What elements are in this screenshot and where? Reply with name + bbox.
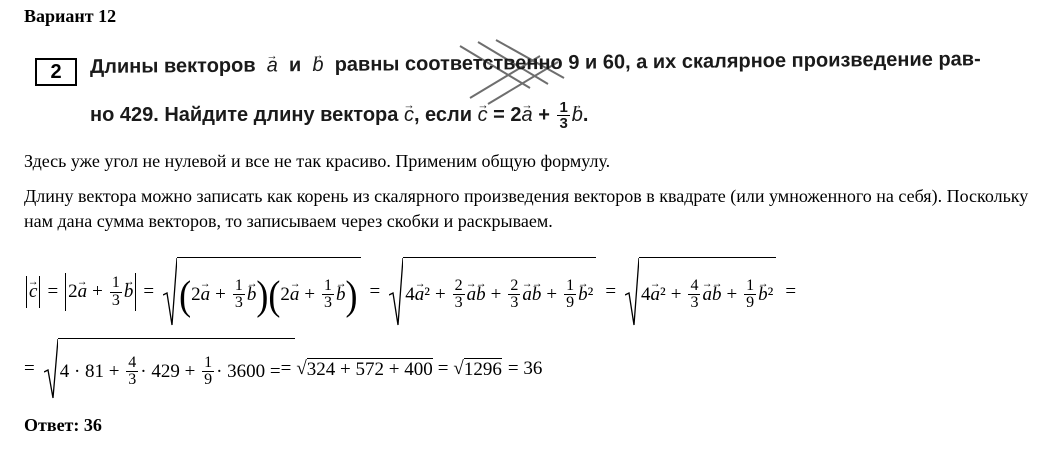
fraction-one-third: $\frac{1}{3}$: [559, 99, 568, 133]
vector-b: → b: [312, 54, 323, 77]
formula-line-2: = 4 · 81 + $\frac{4}{3}$ · 429 + $\frac{1}{9}$ · 3600 = = √ 324 + 572 + 400 = √ 1296 = 36: [24, 333, 542, 405]
sqrt-4: 4 · 81 + $\frac{4}{3}$ · 429 + $\frac{1}{9}$ · 3600 =: [44, 338, 295, 400]
task-text: и: [288, 54, 302, 77]
task-text: Длины векторов: [89, 54, 256, 78]
sqrt-2: 4 → a ² + $\frac{2}{3}$ → a → b + $\frac{2}{3}$ → a → b + $\frac{1}{9}$ → b ²: [389, 257, 596, 327]
task-text: но 429. Найдите длину вектора: [90, 104, 399, 127]
paragraph-1: Здесь уже угол не нулевой и все не так красиво. Применим общую формулу.: [24, 151, 611, 171]
answer: Ответ: 36: [24, 415, 102, 435]
paragraph-2: Длину вектора можно записать как корень из скалярного произведения векторов в квадрате (или умноженного на себя). Поскольку нам дана сумма векторов, то записываем через скобки и раскрываем.: [24, 186, 1029, 231]
vector-a: → a: [267, 54, 278, 77]
variant-title: Вариант 12: [24, 6, 117, 26]
vector-c: → c: [478, 104, 488, 127]
vector-b: → b: [572, 104, 583, 127]
vector-c: → c: [404, 104, 414, 127]
task-line-1: [90, 48, 981, 79]
task-line-2: но 429. Найдите длину вектора → c, если → c = 2→ a + $\frac{1}{3}$ → b.: [90, 100, 588, 132]
task-text: равны соответственно 9 и 60, а их скалярное произведение рав-: [334, 48, 981, 76]
task-number-box: 2: [35, 58, 77, 86]
vector-a: → a: [522, 104, 533, 127]
sqrt-1: ( 2 → a + $\frac{1}{3}$ → b ) ( 2 → a + $\frac{1}{3}$ → b ): [163, 257, 360, 327]
formula-line-1: → c = 2 → a + $\frac{1}{3}$ → b = ( 2 → a + $\frac{1}{3}$ → b ) ( 2 → a + $\frac{1}{3}$ → b ) = 4 → a ² + $\frac{2}{3}$ → a → b + $\frac{2}{3}$ → a → b + $\frac{1}{9}$ → b ² = 4 → a ² + $\frac{4}{3}$ → a → b + $\frac{1}{9}$ → b ² =: [24, 251, 801, 333]
sqrt-3: 4 → a ² + $\frac{4}{3}$ → a → b + $\frac{1}{9}$ → b ²: [625, 257, 776, 327]
task-text: , если: [413, 104, 473, 127]
